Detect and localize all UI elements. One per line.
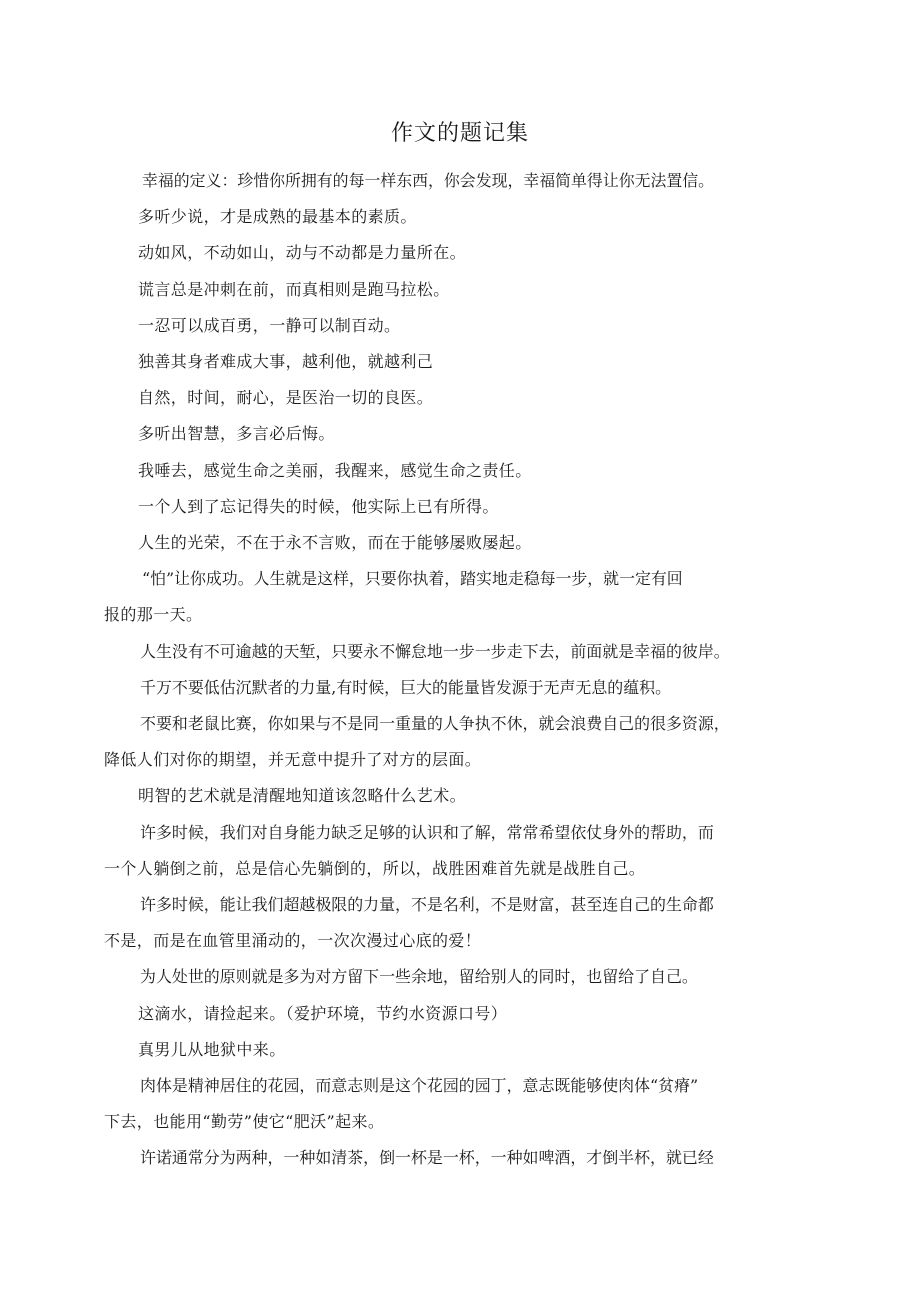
paragraph-line: 下去，也能用“勤劳”使它“肥沃”起来。 bbox=[104, 1112, 385, 1132]
paragraph-line: 报的那一天。 bbox=[104, 605, 203, 625]
paragraph bbox=[138, 344, 786, 380]
paragraph bbox=[104, 561, 786, 633]
paragraph bbox=[138, 453, 786, 489]
paragraph-line: 独善其身者难成大事，越利他，就越利己 bbox=[138, 352, 434, 372]
paragraph-line: 许多时候，我们对自身能力缺乏足够的认识和了解，常常希望依仗身外的帮助，而 bbox=[140, 822, 714, 842]
paragraph-line: 不要和老鼠比赛，你如果与不是同一重量的人争执不休，就会浪费自己的很多资源， bbox=[140, 714, 730, 734]
paragraph bbox=[138, 272, 786, 308]
paragraph-line: 真男儿从地狱中来。 bbox=[138, 1039, 286, 1059]
paragraph bbox=[138, 235, 786, 271]
paragraph-line: 许诺通常分为两种，一种如清茶，倒一杯是一杯，一种如啤酒，才倒半杯，就已经 bbox=[140, 1148, 714, 1168]
paragraph bbox=[138, 996, 786, 1032]
paragraph-line: 降低人们对你的期望，并无意中提升了对方的层面。 bbox=[104, 750, 482, 770]
paragraph bbox=[138, 670, 786, 706]
paragraph-line: 幸福的定义：珍惜你所拥有的每一样东西，你会发现，幸福简单得让你无法置信。 bbox=[142, 171, 715, 190]
paragraph bbox=[138, 163, 786, 199]
paragraph bbox=[138, 1032, 786, 1068]
paragraph-line: 多听少说，才是成熟的最基本的素质。 bbox=[138, 207, 417, 227]
paragraph bbox=[138, 778, 786, 814]
paragraph-line: 这滴水，请捡起来。（爱护环境，节约水资源口号） bbox=[138, 1003, 508, 1023]
paragraph-line: 明智的艺术就是清醒地知道该忽略什么艺术。 bbox=[138, 786, 467, 806]
paragraph-line: 不是，而是在血管里涌动的，一次次漫过心底的爱！ bbox=[104, 931, 482, 951]
paragraph bbox=[138, 416, 786, 452]
paragraph-line: 肉体是精神居住的花园，而意志则是这个花园的园丁，意志既能够使肉体“贫瘠” bbox=[140, 1076, 699, 1096]
paragraph-line: 一个人到了忘记得失的时候，他实际上已有所得。 bbox=[138, 496, 499, 516]
paragraph-line: 动如风，不动如山，动与不动都是力量所在。 bbox=[138, 243, 467, 263]
paragraph-line: 一忍可以成百勇，一静可以制百动。 bbox=[138, 315, 401, 335]
paragraph-line: 为人处世的原则就是多为对方留下一些余地，留给别人的同时，也留给了自己。 bbox=[140, 967, 698, 987]
paragraph-line: 千万不要低估沉默者的力量,有时候，巨大的能量皆发源于无声无息的蕴积。 bbox=[140, 677, 672, 697]
document-body bbox=[104, 163, 786, 1177]
paragraph bbox=[138, 489, 786, 525]
paragraph-line: 人生的光荣，不在于永不言败，而在于能够屡败屡起。 bbox=[138, 533, 532, 553]
paragraph bbox=[138, 959, 786, 995]
paragraph-line: 人生没有不可逾越的天堑，只要永不懈怠地一步一步走下去，前面就是幸福的彼岸。 bbox=[140, 641, 730, 661]
paragraph bbox=[138, 199, 786, 235]
paragraph bbox=[138, 525, 786, 561]
paragraph bbox=[104, 815, 786, 887]
paragraph bbox=[138, 380, 786, 416]
paragraph-line: 一个人躺倒之前，总是信心先躺倒的，所以，战胜困难首先就是战胜自己。 bbox=[104, 858, 646, 878]
paragraph-line: “怕”让你成功。人生就是这样，只要你执着，踏实地走稳每一步，就一定有回 bbox=[142, 569, 683, 589]
paragraph-line: 我唾去，感觉生命之美丽，我醒来，感觉生命之责任。 bbox=[138, 460, 532, 480]
paragraph bbox=[104, 706, 786, 778]
paragraph-line: 许多时候，能让我们超越极限的力量，不是名利，不是财富，甚至连自己的生命都 bbox=[140, 895, 714, 915]
paragraph bbox=[138, 1140, 786, 1176]
paragraph-line: 多听出智慧，多言必后悔。 bbox=[138, 424, 335, 444]
paragraph bbox=[104, 887, 786, 959]
document-title: 作文的题记集 bbox=[390, 121, 529, 146]
paragraph-line: 自然，时间，耐心，是医治一切的良医。 bbox=[138, 388, 434, 408]
paragraph bbox=[104, 1068, 786, 1140]
paragraph bbox=[138, 308, 786, 344]
paragraph-line: 谎言总是冲刺在前，而真相则是跑马拉松。 bbox=[138, 279, 450, 299]
paragraph bbox=[138, 634, 786, 670]
